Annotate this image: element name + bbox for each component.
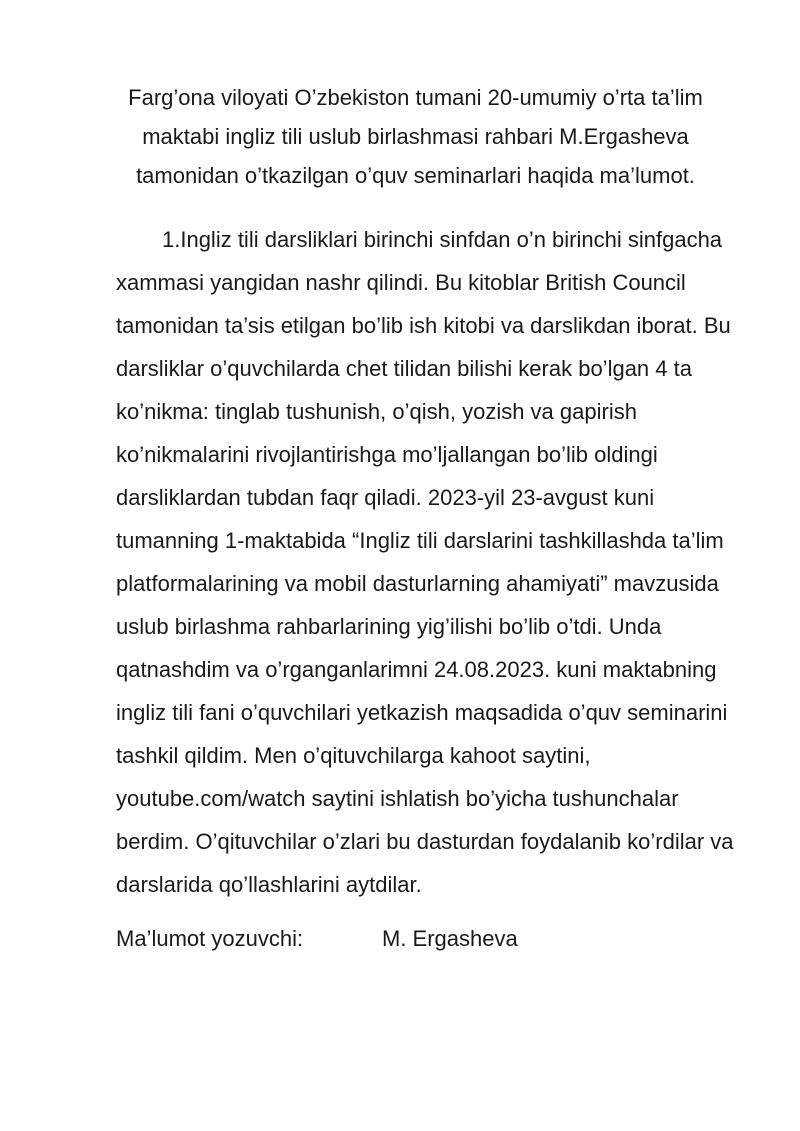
document-title	[100, 78, 731, 195]
title-line: tamonidan o’tkazilgan o’quv seminarlari haqida ma’lumot.	[136, 163, 695, 188]
signature-block	[116, 921, 518, 957]
paragraph-line: tashkil qildim. Men o’qituvchilarga kahoot saytini,	[116, 743, 591, 768]
paragraph-line: ko’nikmalarini rivojlantirishga mo’ljallangan bo’lib oldingi	[116, 442, 658, 467]
paragraph-line: uslub birlashma rahbarlarining yig’ilishi bo’lib o’tdi. Unda	[116, 614, 662, 639]
signature-label: Ma’lumot yozuvchi:	[116, 926, 304, 951]
paragraph-line: ingliz tili fani o’quvchilari yetkazish maqsadida o’quv seminarini	[116, 700, 728, 725]
paragraph-line: tumanning 1-maktabida “Ingliz tili darslarini tashkillashda ta’lim	[116, 528, 724, 553]
title-line: Farg’ona viloyati O’zbekiston tumani 20-umumiy o’rta ta’lim	[128, 85, 703, 110]
paragraph-line: berdim. O’qituvchilar o’zlari bu dasturdan foydalanib ko’rdilar va	[116, 829, 734, 854]
paragraph-line: darsliklar o’quvchilarda chet tilidan bilishi kerak bo’lgan 4 ta	[116, 356, 692, 381]
paragraph-line: youtube.com/watch saytini ishlatish bo’yicha tushunchalar	[116, 786, 679, 811]
paragraph-line: 1.Ingliz tili darsliklari birinchi sinfdan o’n birinchi sinfgacha	[162, 227, 723, 252]
paragraph-line: qatnashdim va o’rganganlarimni 24.08.2023. kuni maktabning	[116, 657, 717, 682]
paragraph-line: xammasi yangidan nashr qilindi. Bu kitoblar British Council	[116, 270, 686, 295]
paragraph-line: darslarida qo’llashlarini aytdilar.	[116, 872, 422, 897]
body-paragraph	[116, 218, 776, 906]
paragraph-line: ko’nikma: tinglab tushunish, o’qish, yozish va gapirish	[116, 399, 637, 424]
paragraph-line: darsliklardan tubdan faqr qiladi. 2023-yil 23-avgust kuni	[116, 485, 655, 510]
title-line: maktabi ingliz tili uslub birlashmasi rahbari M.Ergasheva	[142, 124, 689, 149]
paragraph-line: tamonidan ta’sis etilgan bo’lib ish kitobi va darslikdan iborat. Bu	[116, 313, 731, 338]
signature-name: M. Ergasheva	[382, 926, 518, 951]
paragraph-line: platformalarining va mobil dasturlarning ahamiyati” mavzusida	[116, 571, 719, 596]
